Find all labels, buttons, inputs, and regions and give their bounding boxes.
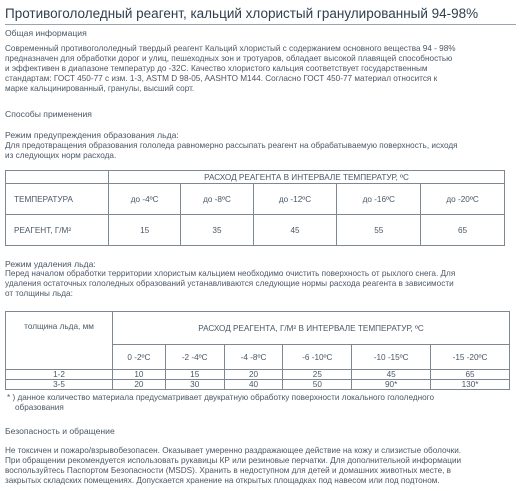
removal-table [5, 311, 510, 390]
general-line: Современный противогололедный твердый реагент Кальций хлористый с содержанием основного вещества 94 - 98% [5, 44, 456, 53]
table2-value-cell: 20 [113, 380, 166, 390]
general-line: стандартам: ГОСТ 450-77 с изм. 1-3, ASTM D 98-05, AASHTO M144. Согласно ГОСТ 450-77 материал относится к [5, 74, 438, 83]
table2-temp-cell: -15 -20ºС [431, 345, 510, 370]
table1-temp-label: ТЕМПЕРАТУРА [6, 184, 109, 215]
safety-line: При обращении рекомендуется использовать рукавицы КР или резиновые перчатки. Для дополнительной информации [5, 456, 462, 465]
prevention-paragraph [5, 141, 515, 161]
table2-value-cell: 45 [352, 370, 431, 380]
table2-value-cell: 90* [352, 380, 431, 390]
table2-value-cell: 20 [224, 370, 283, 380]
table1-temp-cell: до -16ºС [337, 184, 421, 215]
table1-temp-cell: до -12ºС [253, 184, 337, 215]
general-heading: Общая информация [5, 28, 87, 38]
table1-temp-cell: до -20ºС [421, 184, 505, 215]
prevention-heading: Режим предупреждения образования льда: [5, 130, 179, 140]
table1-value-cell: 55 [337, 215, 421, 246]
table2-value-cell: 40 [224, 380, 283, 390]
title-divider [5, 24, 516, 25]
table1-value-cell: 15 [109, 215, 181, 246]
prevention-table [5, 170, 505, 246]
table2-value-cell: 15 [165, 370, 224, 380]
table2-temp-cell: -4 -8ºС [224, 345, 283, 370]
prevention-line: из следующих норм расхода. [5, 151, 117, 160]
removal-line: удаления остаточных гололедных образований устанавливаются следующие нормы расхода реагента в зависимости [5, 279, 454, 288]
removal-line: от толщины льда: [5, 289, 73, 298]
removal-line: Перед началом обработки территории хлористым кальцием необходимо очистить поверхность от рыхлого снега. Для [5, 269, 456, 278]
table2-value-cell: 65 [431, 370, 510, 380]
table1-reagent-label: РЕАГЕНТ, Г/М² [6, 215, 109, 246]
methods-heading: Способы применения [5, 109, 92, 119]
table2-thickness-cell: 3-5 [6, 380, 113, 390]
table1-temp-cell: до -4ºС [109, 184, 181, 215]
general-line: предназначен для обработки дорог и улиц, пешеходных зон и тротуаров, обладает высокой плавящей способностью [5, 54, 453, 63]
safety-line: закрытых складских помещениях. Допускается хранение на открытых площадках под навесом или под подтоном. [5, 476, 440, 485]
safety-paragraph [5, 446, 515, 486]
safety-line: Не токсичен и пожаро/взрывобезопасен. Оказывает умеренно раздражающее действие на кожу и слизистые оболочки. [5, 446, 462, 455]
table1-temp-cell: до -8ºС [181, 184, 253, 215]
table2-temp-cell: -2 -4ºС [165, 345, 224, 370]
footnote-line: * ) данное количество материала предусматривает двукратную обработку поверхности локального гололедного [7, 393, 435, 402]
removal-heading: Режим удаления льда: [5, 259, 96, 269]
table2-temp-cell: -10 -15ºС [352, 345, 431, 370]
general-paragraph [5, 44, 515, 94]
table1-caption: РАСХОД РЕАГЕНТА В ИНТЕРВАЛЕ ТЕМПЕРАТУР, ºС [109, 171, 505, 184]
footnote-line: образования [15, 403, 64, 412]
table1-corner [6, 171, 109, 184]
table2-caption: РАСХОД РЕАГЕНТА, Г/М² В ИНТЕРВАЛЕ ТЕМПЕРАТУР, ºС [113, 312, 510, 345]
general-line: марке кальцинированный, гранулы, высший сорт. [5, 84, 195, 93]
page-title: Противогололедный реагент, кальций хлористый гранулированный 94-98% [5, 6, 479, 21]
removal-paragraph [5, 269, 515, 299]
table2-value-cell: 30 [165, 380, 224, 390]
footnote [7, 393, 517, 413]
table-row [6, 370, 510, 380]
table2-thickness-header: толщина льда, мм [6, 312, 113, 370]
table2-value-cell: 50 [283, 380, 352, 390]
table1-value-cell: 65 [421, 215, 505, 246]
table2-value-cell: 10 [113, 370, 166, 380]
general-line: и эффективен в диапазоне температур до -32С. Качество хлористого кальция соответствует государственным [5, 64, 428, 73]
table2-temp-cell: -6 -10ºС [283, 345, 352, 370]
table-row [6, 380, 510, 390]
table2-value-cell: 130* [431, 380, 510, 390]
safety-heading: Безопасность и обращение [5, 426, 115, 436]
table2-thickness-cell: 1-2 [6, 370, 113, 380]
table2-temp-cell: 0 -2ºС [113, 345, 166, 370]
prevention-line: Для предотвращения образования гололеда равномерно рассыпать реагент на обрабатываемую поверхность, исходя [5, 141, 458, 150]
safety-line: воспользуйтесь Паспортом Безопасности (MSDS). Хранить в недоступном для детей и домашних животных месте, в [5, 466, 452, 475]
table2-value-cell: 25 [283, 370, 352, 380]
table1-value-cell: 45 [253, 215, 337, 246]
table1-value-cell: 35 [181, 215, 253, 246]
